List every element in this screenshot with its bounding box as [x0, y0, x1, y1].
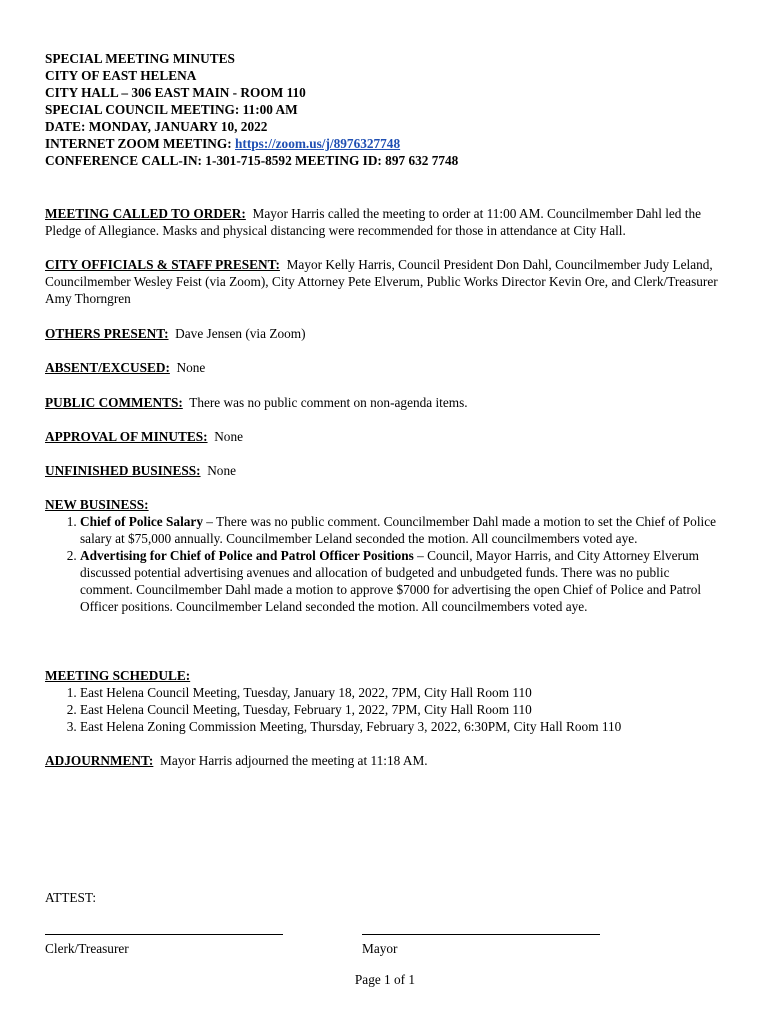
section-label: UNFINISHED BUSINESS: — [45, 463, 201, 478]
section-label: MEETING CALLED TO ORDER: — [45, 206, 246, 221]
section-text: None — [207, 463, 237, 478]
officials-section — [45, 256, 725, 307]
list-item — [80, 547, 725, 615]
header-meeting-time: SPECIAL COUNCIL MEETING: 11:00 AM — [45, 102, 298, 117]
adjournment-section — [45, 752, 725, 769]
section-text: None — [176, 360, 206, 375]
list-item: 2. East Helena Council Meeting, Tuesday, February 1, 2022, 7PM, City Hall Room 110 — [80, 701, 725, 718]
section-label: PUBLIC COMMENTS: — [45, 395, 183, 410]
mayor-signature-block — [362, 934, 600, 957]
section-text: Mayor Harris called the meeting to order at 11:00 AM. Councilmember Dahl led the Pledge of Allegiance. Masks and physical distancing were recommended for those in attendance at City Hall. — [45, 206, 702, 238]
section-label: NEW BUSINESS: — [45, 497, 149, 512]
header-zoom — [45, 135, 458, 152]
approval-section — [45, 428, 725, 445]
signature-role: Mayor — [362, 941, 398, 956]
section-text: None — [214, 429, 243, 444]
header-call-in: CONFERENCE CALL-IN: 1-301-715-8592 MEETING ID: 897 632 7748 — [45, 153, 459, 168]
schedule-list — [45, 684, 725, 735]
signature-line — [362, 934, 600, 935]
list-item — [80, 513, 725, 547]
called-to-order-section — [45, 205, 725, 239]
new-business-list — [45, 513, 725, 615]
section-text: Dave Jensen (via Zoom) — [175, 326, 306, 341]
signature-line — [45, 934, 283, 935]
header-date: DATE: MONDAY, JANUARY 10, 2022 — [45, 119, 268, 134]
clerk-signature-block — [45, 934, 283, 957]
unfinished-business-section — [45, 462, 725, 479]
section-label: ABSENT/EXCUSED: — [45, 360, 170, 375]
list-item: 3. East Helena Zoning Commission Meeting, Thursday, February 3, 2022, 6:30PM, City Hall Room 110 — [80, 718, 725, 735]
section-label: OTHERS PRESENT: — [45, 326, 169, 341]
signature-role: Clerk/Treasurer — [45, 941, 129, 956]
zoom-link[interactable]: https://zoom.us/j/8976327748 — [235, 136, 401, 151]
zoom-label: INTERNET ZOOM MEETING: — [45, 136, 235, 151]
list-item: 1. East Helena Council Meeting, Tuesday, January 18, 2022, 7PM, City Hall Room 110 — [80, 684, 725, 701]
item-text: – There was no public comment. Councilmember Dahl made a motion to set the Chief of Police salary at $75,000 annually. Councilmember Leland seconded the motion. All councilmembers voted aye. — [80, 514, 717, 546]
section-text: Mayor Kelly Harris, Council President Don Dahl, Councilmember Judy Leland, Councilmember Wesley Feist (via Zoom), City Attorney Pete Elverum, Public Works Director Kevin Ore, and Clerk/Treasurer Amy Thorngren — [45, 257, 718, 306]
section-label: MEETING SCHEDULE: — [45, 668, 191, 683]
header-city: CITY OF EAST HELENA — [45, 68, 197, 83]
header-title: SPECIAL MEETING MINUTES — [45, 51, 235, 66]
section-label: CITY OFFICIALS & STAFF PRESENT: — [45, 257, 280, 272]
section-text: There was no public comment on non-agenda items. — [189, 395, 468, 410]
page-number: Page 1 of 1 — [354, 972, 416, 987]
new-business-section — [45, 496, 725, 615]
meeting-schedule-section — [45, 667, 725, 735]
item-text: – Council, Mayor Harris, and City Attorney Elverum discussed potential advertising avenues and allocation of budgeted and unbudgeted funds. There was no public comment. Councilmember Dahl made a motion to approve $7000 for advertising the open Chief of Police and Patrol Officer positions. Councilmember Leland seconded the motion. All councilmembers voted aye. — [80, 548, 702, 614]
document-header — [45, 50, 458, 169]
others-present-section — [45, 325, 725, 342]
public-comments-section — [45, 394, 725, 411]
item-title: Advertising for Chief of Police and Patrol Officer Positions — [80, 548, 414, 563]
item-title: Chief of Police Salary — [80, 514, 203, 529]
section-text: Mayor Harris adjourned the meeting at 11:18 AM. — [160, 753, 428, 768]
absent-section — [45, 359, 725, 376]
section-label: APPROVAL OF MINUTES: — [45, 429, 208, 444]
attest-label: ATTEST: — [45, 890, 97, 905]
header-location: CITY HALL – 306 EAST MAIN - ROOM 110 — [45, 85, 306, 100]
section-label: ADJOURNMENT: — [45, 753, 154, 768]
